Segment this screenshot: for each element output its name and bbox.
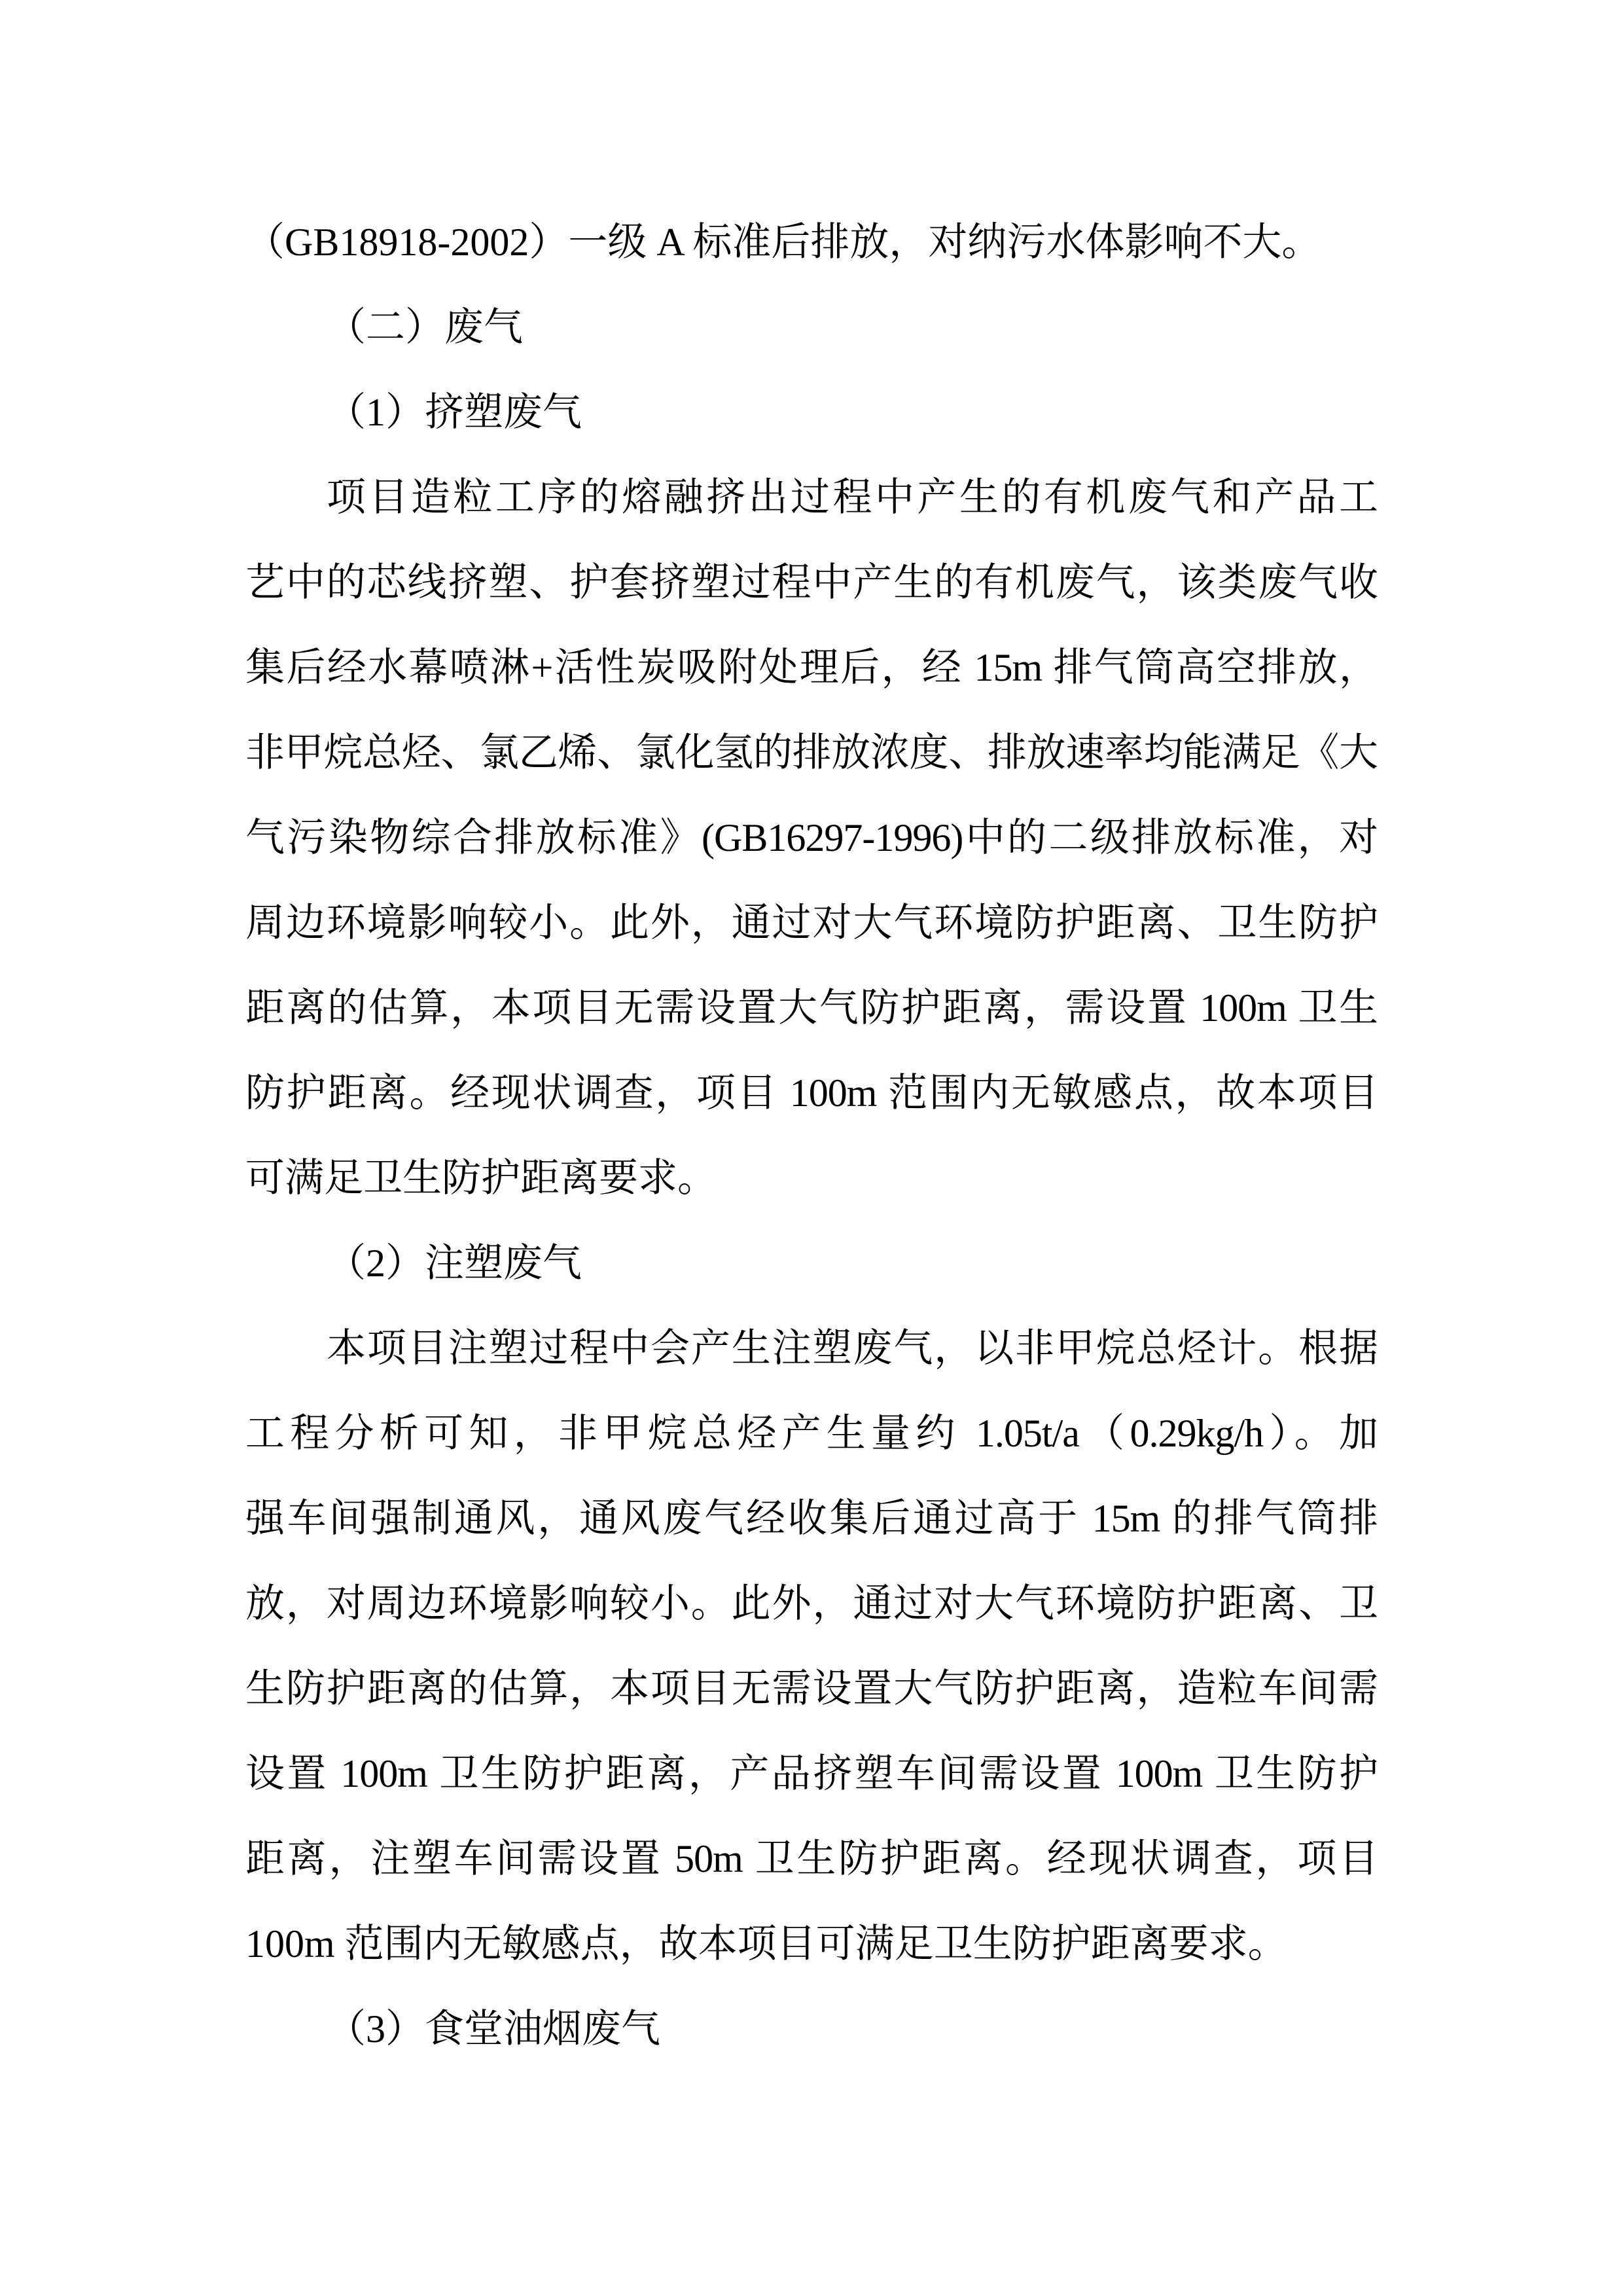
text-line: 本项目注塑过程中会产生注塑废气，以非甲烷总烃计。根据	[327, 1327, 1378, 1370]
text-line: 非甲烷总烃、氯乙烯、氯化氢的排放浓度、排放速率均能满足《大	[245, 731, 1378, 774]
text-line: 气污染物综合排放标准》(GB16297-1996)中的二级排放标准，对	[245, 816, 1378, 859]
text-line: 100m 范围内无敏感点，故本项目可满足卫生防护距离要求。	[245, 1922, 1287, 1965]
text-line: 设置 100m 卫生防护距离，产品挤塑车间需设置 100m 卫生防护	[245, 1752, 1378, 1795]
text-line: 防护距离。经现状调查，项目 100m 范围内无敏感点，故本项目	[245, 1071, 1378, 1115]
text-line: 周边环境影响较小。此外，通过对大气环境防护距离、卫生防护	[245, 901, 1378, 944]
text-line: 艺中的芯线挤塑、护套挤塑过程中产生的有机废气，该类废气收	[245, 561, 1378, 604]
text-line: 强车间强制通风，通风废气经收集后通过高于 15m 的排气筒排	[245, 1497, 1378, 1540]
text-line: 距离，注塑车间需设置 50m 卫生防护距离。经现状调查，项目	[245, 1837, 1378, 1880]
text-line: （二）废气	[327, 306, 523, 349]
text-line: （1）挤塑废气	[327, 391, 582, 434]
text-line: 项目造粒工序的熔融挤出过程中产生的有机废气和产品工	[327, 476, 1378, 519]
text-line: 放，对周边环境影响较小。此外，通过对大气环境防护距离、卫	[245, 1582, 1378, 1625]
text-line: 工程分析可知，非甲烷总烃产生量约 1.05t/a（0.29kg/h）。加	[245, 1412, 1378, 1455]
text-line: （2）注塑废气	[327, 1242, 582, 1285]
text-line: （3）食堂油烟废气	[327, 2007, 660, 2051]
text-line: 距离的估算，本项目无需设置大气防护距离，需设置 100m 卫生	[245, 986, 1378, 1030]
text-line: 可满足卫生防护距离要求。	[245, 1157, 717, 1200]
text-line: （GB18918-2002）一级 A 标准后排放，对纳污水体影响不大。	[245, 221, 1321, 264]
page-text	[245, 221, 1378, 2093]
text-line: 集后经水幕喷淋+活性炭吸附处理后，经 15m 排气筒高空排放，	[245, 646, 1378, 689]
text-line: 生防护距离的估算，本项目无需设置大气防护距离，造粒车间需	[245, 1667, 1378, 1710]
